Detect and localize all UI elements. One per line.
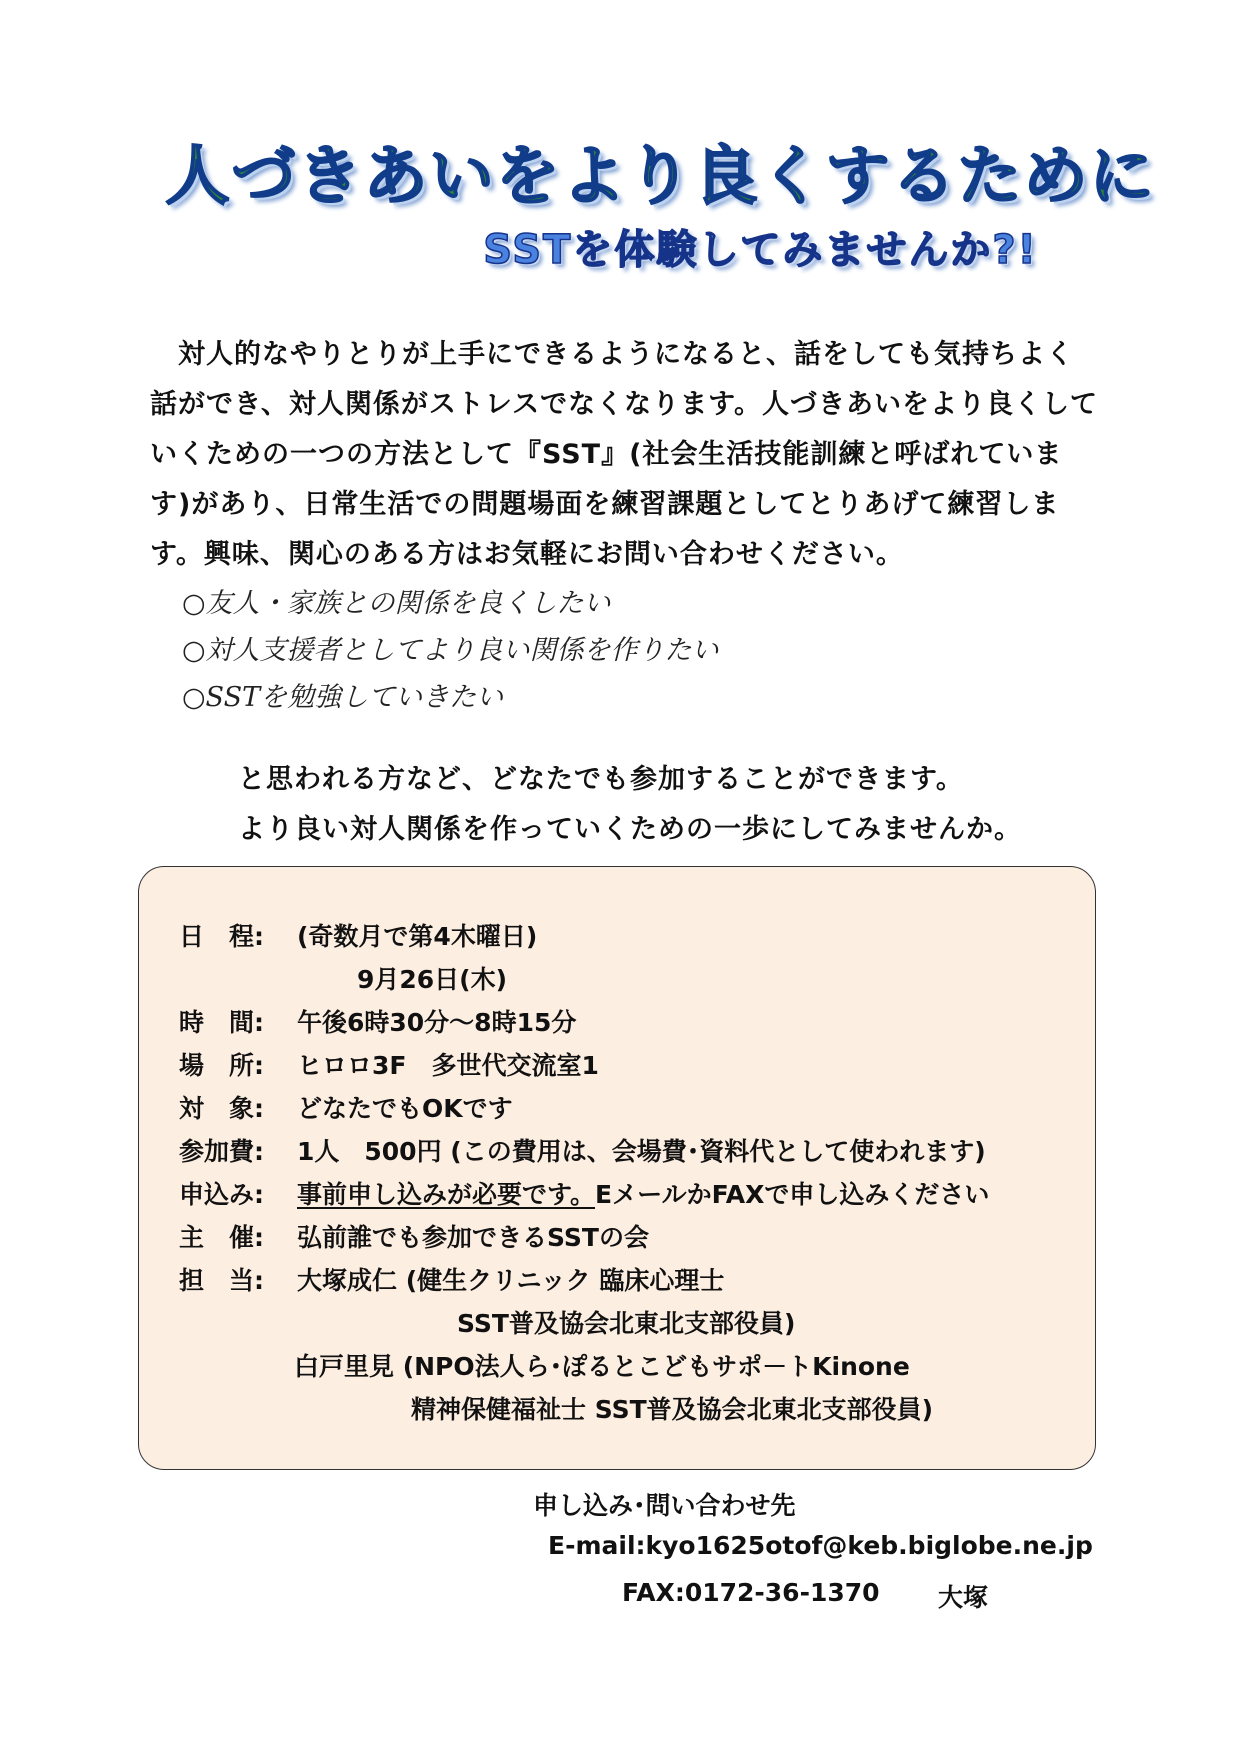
fee-row: [179, 1132, 986, 1168]
place-row: [179, 1046, 599, 1082]
wish-list: [182, 580, 719, 721]
time-row: [179, 1003, 576, 1039]
target-label: 対 象:: [179, 1094, 264, 1123]
schedule-row: [179, 917, 537, 953]
contact-email[interactable]: E-mail:kyo1625otof@keb.biglobe.ne.jp: [548, 1531, 1093, 1560]
staff-row: [179, 1261, 724, 1297]
intro-paragraph: 対人的なやりとりが上手にできるようになると、話をしても気持ちよく話ができ、対人関係がストレスでなくなります。人づきあいをより良くしていくための一つの方法として『SST』(社会生活技能訓練と呼ばれています)があり、日常生活での問題場面を練習課題としてとりあげて練習します。興味、関心のある方はお気軽にお問い合わせください。: [150, 339, 1098, 570]
target-value: どなたでもOKです: [297, 1094, 513, 1123]
staff-1-name: 大塚成仁 (健生クリニック 臨床心理士: [297, 1266, 725, 1295]
schedule-date: 9月26日(木): [357, 965, 508, 994]
time-label: 時 間:: [179, 1008, 264, 1037]
staff-2-name: 白戸里見 (NPO法人ら･ぽるとこどもサポ－トKinone: [294, 1352, 910, 1381]
closing-text: [238, 755, 1022, 855]
apply-method: EメールかFAXで申し込みください: [595, 1180, 990, 1209]
contact-fax: FAX:0172-36-1370: [622, 1578, 880, 1607]
staff-1-role: SST普及協会北東北支部役員): [457, 1309, 796, 1338]
event-info-box: [138, 866, 1096, 1470]
contact-heading: 申し込み･問い合わせ先: [533, 1491, 796, 1520]
place-value: ヒロロ3F 多世代交流室1: [297, 1051, 599, 1080]
closing-line: より良い対人関係を作っていくための一歩にしてみませんか。: [238, 814, 1022, 845]
place-label: 場 所:: [179, 1051, 264, 1080]
schedule-label: 日 程:: [179, 922, 264, 951]
time-value: 午後6時30分～8時15分: [297, 1008, 577, 1037]
page-title: 人づきあいをより良くするために: [165, 140, 1156, 214]
host-label: 主 催:: [179, 1223, 264, 1252]
wish-item: ○対人支援者としてより良い関係を作りたい: [182, 635, 719, 666]
staff-label: 担 当:: [179, 1266, 264, 1295]
host-row: [179, 1218, 649, 1254]
schedule-value: (奇数月で第4木曜日): [297, 922, 538, 951]
closing-line: と思われる方など、どなたでも参加することができます。: [238, 764, 964, 795]
host-value: 弘前誰でも参加できるSSTの会: [297, 1223, 649, 1252]
apply-row: [179, 1175, 989, 1211]
fee-label: 参加費:: [179, 1137, 264, 1166]
page-subtitle: SSTを体験してみませんか?!: [483, 227, 1038, 273]
contact-name: 大塚: [938, 1583, 989, 1612]
wish-item: ○友人・家族との関係を良くしたい: [182, 588, 611, 619]
apply-required-note: 事前申し込みが必要です。: [297, 1180, 596, 1209]
staff-2-role: 精神保健福祉士 SST普及協会北東北支部役員): [411, 1395, 934, 1424]
fee-value: 1人 500円 (この費用は、会場費･資料代として使われます): [297, 1137, 986, 1166]
target-row: [179, 1089, 513, 1125]
apply-label: 申込み:: [179, 1180, 264, 1209]
wish-item: ○SSTを勉強していきたい: [182, 682, 504, 713]
